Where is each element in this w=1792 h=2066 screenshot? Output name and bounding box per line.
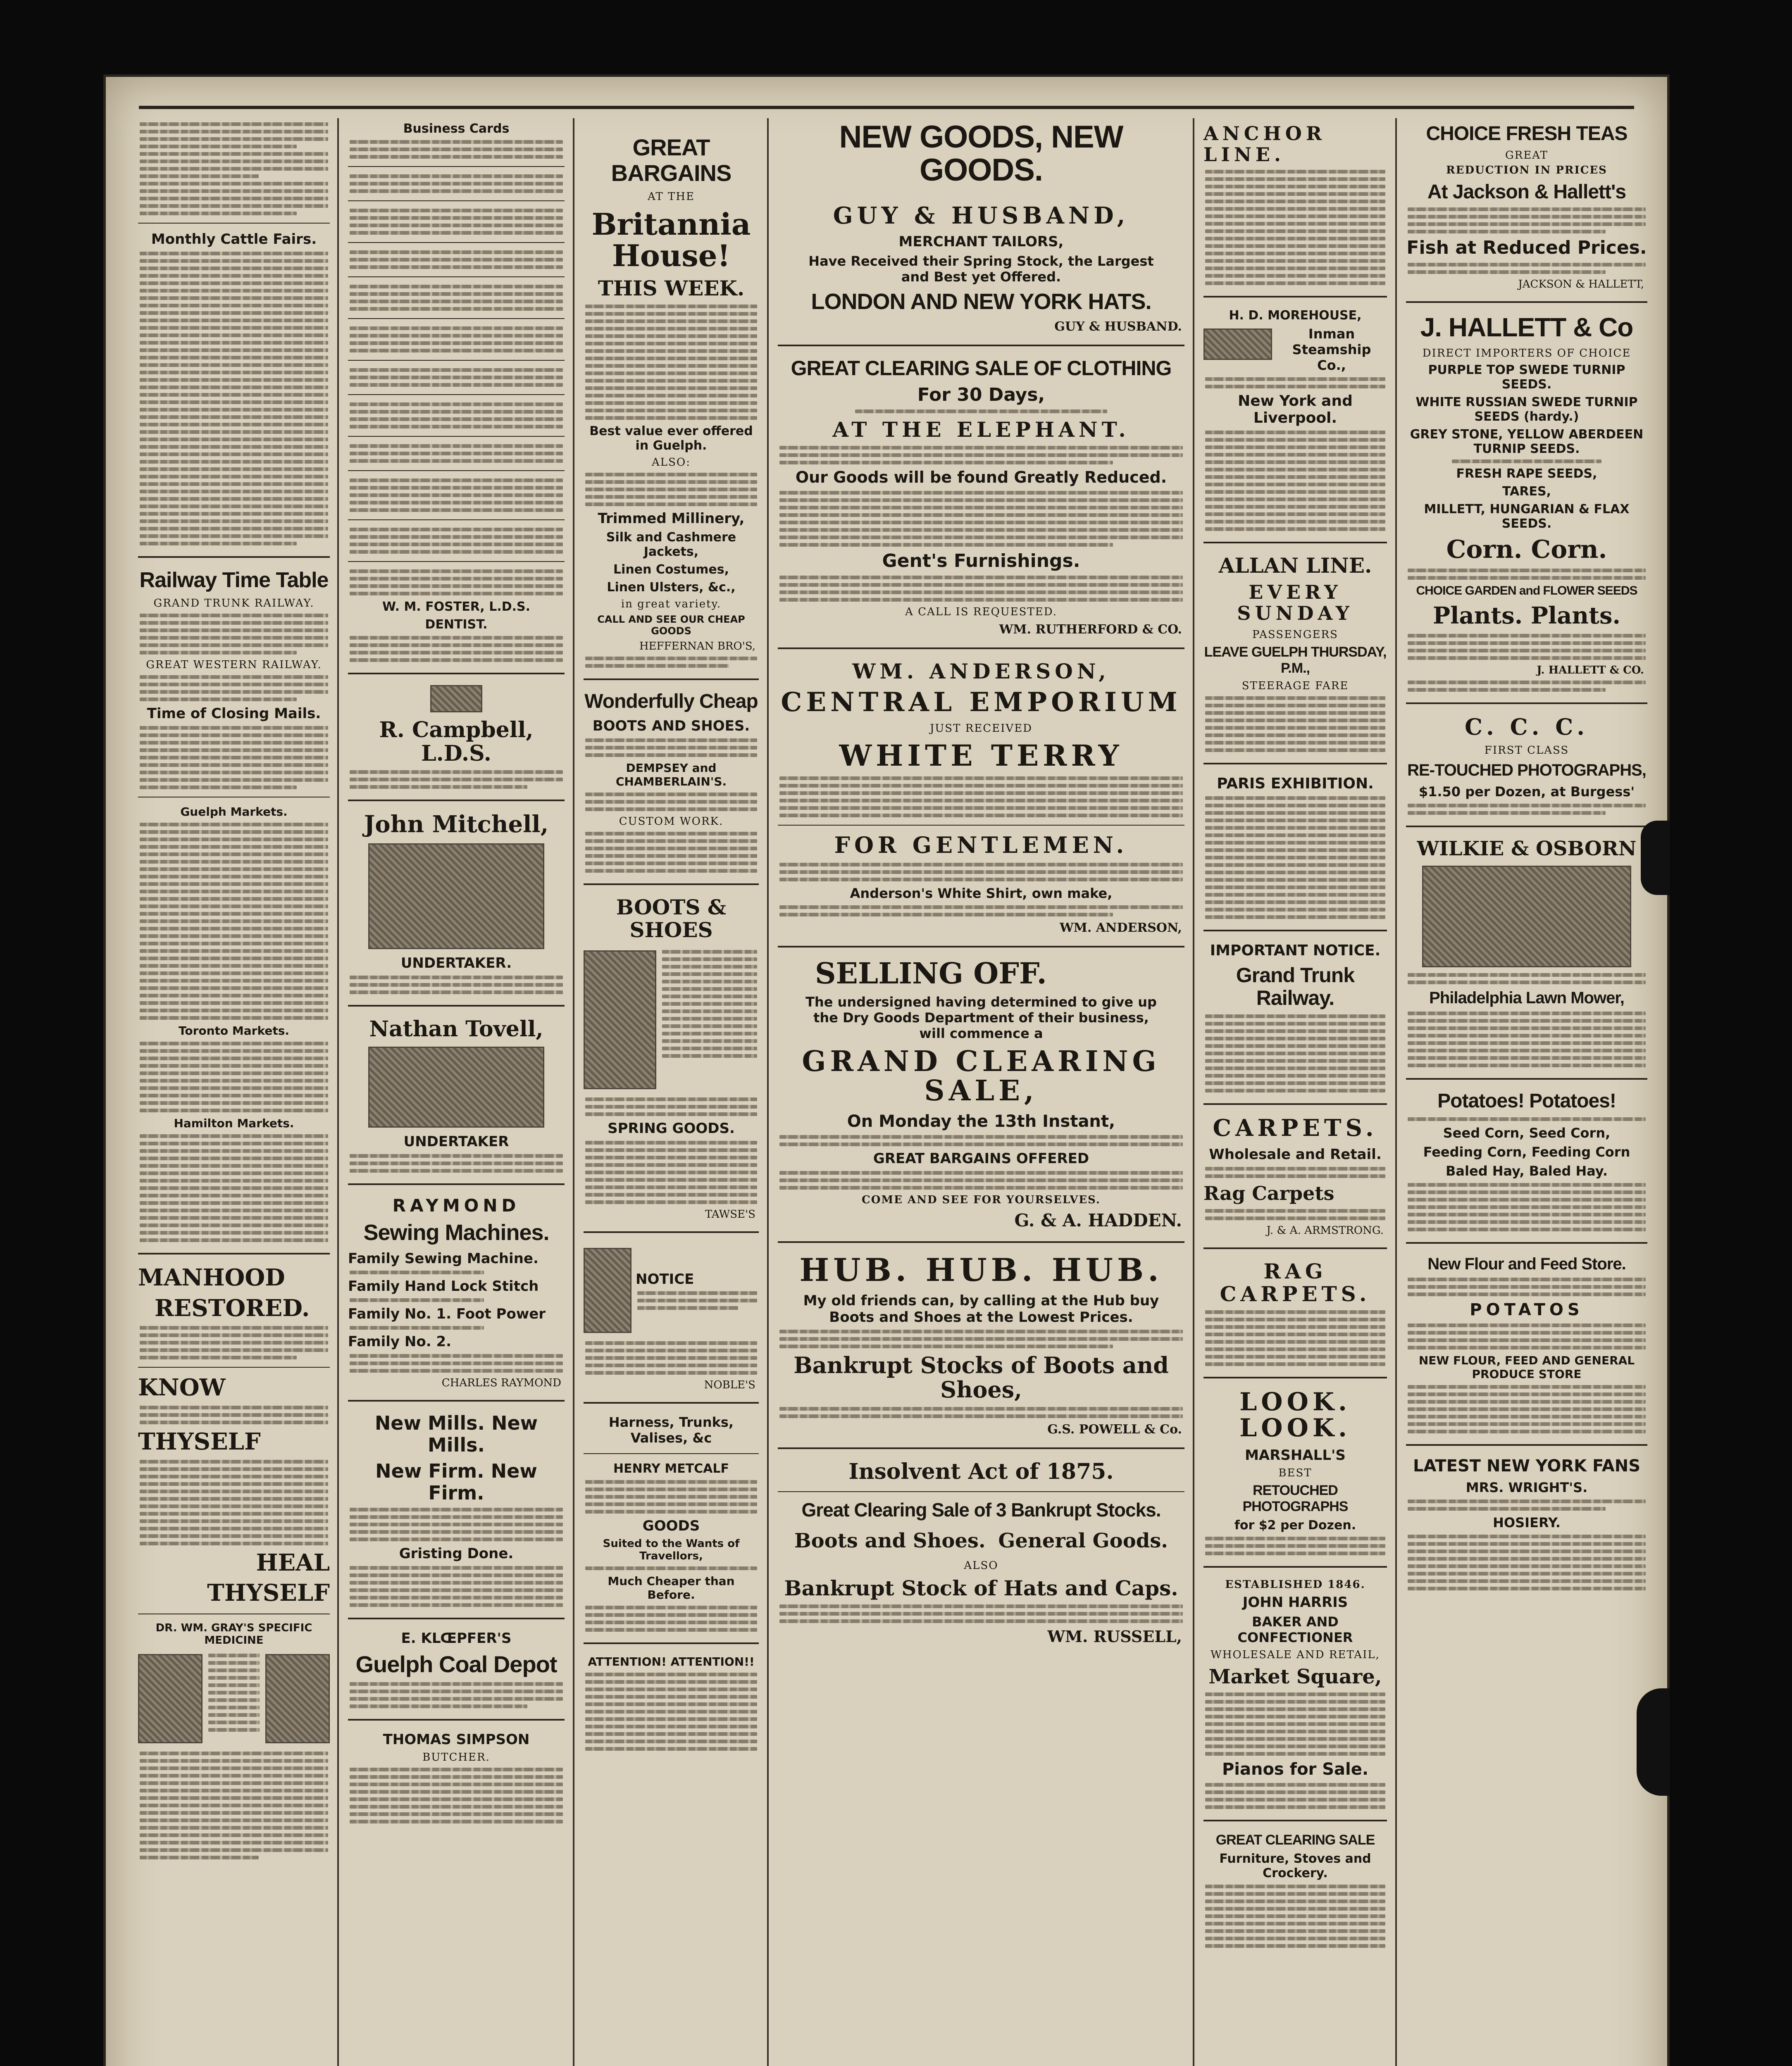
- great-label: GREAT: [1505, 149, 1549, 162]
- ccc-heading: C. C. C.: [1464, 713, 1589, 740]
- potatoes-heading: Potatoes! Potatoes!: [1437, 1090, 1616, 1112]
- retouched-photos: RETOUCHED PHOTOGRAPHS: [1242, 1482, 1348, 1514]
- seed-corn: Seed Corn, Seed Corn,: [1443, 1125, 1611, 1141]
- hallett-co-heading: J. HALLETT & Co: [1420, 312, 1633, 342]
- hand-lock: Family Hand Lock Stitch: [348, 1278, 539, 1295]
- first-class: FIRST CLASS: [1484, 744, 1569, 757]
- hats-heading: LONDON AND NEW YORK HATS.: [811, 289, 1151, 314]
- tares: TARES,: [1502, 484, 1551, 499]
- steerage-fare: STEERAGE FARE: [1242, 680, 1349, 693]
- lawn-mower-illustration: [1422, 866, 1631, 967]
- at-the: AT THE: [648, 190, 695, 203]
- metcalf-heading: HENRY METCALF: [613, 1461, 729, 1476]
- burgess-price: $1.50 per Dozen, at Burgess': [1418, 784, 1635, 800]
- restored-heading: RESTORED.: [155, 1294, 310, 1322]
- guelph-markets-heading: Guelph Markets.: [180, 805, 288, 819]
- morehouse-name: H. D. MOREHOUSE,: [1229, 308, 1362, 323]
- feeding-corn: Feeding Corn, Feeding Corn: [1423, 1144, 1630, 1160]
- silk-jackets: Silk and Cashmere Jackets,: [606, 530, 736, 559]
- anderson-name: WM. ANDERSON,: [852, 659, 1110, 684]
- raymond-heading: RAYMOND: [392, 1195, 520, 1216]
- pianos-for-sale: Pianos for Sale.: [1222, 1760, 1369, 1779]
- come-and-see: COME AND SEE FOR YOURSELVES.: [862, 1193, 1101, 1206]
- anderson-sig: WM. ANDERSON,: [1059, 920, 1182, 935]
- harness-heading: Harness, Trunks, Valises, &c: [608, 1414, 734, 1446]
- for-gentlemen: FOR GENTLEMEN.: [834, 832, 1128, 859]
- gristing: Gristing Done.: [399, 1545, 514, 1562]
- two-per-dozen: for $2 per Dozen.: [1234, 1518, 1356, 1533]
- trimmed-millinery: Trimmed Millinery,: [598, 510, 745, 527]
- paris-exhibition: PARIS EXHIBITION.: [1217, 775, 1374, 793]
- fish-reduced: Fish at Reduced Prices.: [1406, 237, 1647, 259]
- torn-edge: [1637, 1688, 1670, 1796]
- established-1846: ESTABLISHED 1846.: [1225, 1578, 1365, 1591]
- hosiery: HOSIERY.: [1493, 1514, 1561, 1530]
- anchor-line: ANCHOR LINE.: [1203, 122, 1326, 166]
- millett: MILLETT, HUNGARIAN & FLAX SEEDS.: [1424, 502, 1630, 531]
- undertaker-label: UNDERTAKER.: [400, 954, 512, 971]
- new-mills: New Mills. New Mills.: [374, 1411, 538, 1456]
- heal-heading: HEAL: [256, 1549, 330, 1576]
- clothing-sale-heading: GREAT CLEARING SALE OF CLOTHING: [791, 356, 1172, 380]
- central-emporium: CENTRAL EMPORIUM: [781, 687, 1182, 718]
- best-value: Best value ever offered in Guelph.: [589, 424, 753, 453]
- hub-heading: HUB. HUB. HUB.: [799, 1251, 1163, 1288]
- undertaker-label-2: UNDERTAKER: [403, 1133, 509, 1150]
- know-heading: KNOW: [138, 1374, 226, 1402]
- baker-confectioner: BAKER AND CONFECTIONER: [1237, 1614, 1353, 1645]
- business-cards-heading: Business Cards: [403, 121, 510, 136]
- wholesale-retail: Wholesale and Retail.: [1209, 1146, 1382, 1163]
- insolvent-act: Insolvent Act of 1875.: [848, 1459, 1114, 1485]
- notice-heading: NOTICE: [636, 1271, 694, 1288]
- boots-shoes-sub: BOOTS AND SHOES.: [592, 718, 750, 735]
- allan-line: ALLAN LINE.: [1218, 553, 1372, 578]
- wonderfully-cheap: Wonderfully Cheap: [584, 690, 758, 713]
- column-divider: [337, 118, 339, 2066]
- old-friends: My old friends can, by calling at the Hub buy Boots and Shoes at the Lowest Prices.: [803, 1292, 1159, 1326]
- hallett-sig: J. HALLETT & CO.: [1537, 664, 1644, 676]
- elephant-heading: AT THE ELEPHANT.: [832, 417, 1130, 442]
- foot-power: Family No. 1. Foot Power: [348, 1305, 546, 1322]
- for-30-days: For 30 Days,: [917, 384, 1045, 405]
- flour-feed-store: New Flour and Feed Store.: [1427, 1254, 1626, 1273]
- torn-edge: [1641, 821, 1670, 895]
- passengers-label: PASSENGERS: [1252, 628, 1338, 641]
- sewing-machines-heading: Sewing Machines.: [363, 1220, 549, 1245]
- suited-wants: Suited to the Wants of Travellors,: [603, 1538, 740, 1563]
- grand-clearing-sale: GRAND CLEARING SALE,: [802, 1045, 1161, 1108]
- mails-heading: Time of Closing Mails.: [147, 705, 321, 722]
- also-label: ALSO:: [652, 456, 691, 469]
- carpets-heading: CARPETS.: [1213, 1114, 1378, 1142]
- top-rule: [139, 106, 1634, 109]
- three-bankrupt-stocks: Great Clearing Sale of 3 Bankrupt Stocks.: [801, 1499, 1161, 1521]
- much-cheaper: Much Cheaper than Before.: [608, 1574, 735, 1602]
- guy-husband-heading: GUY & HUSBAND,: [833, 202, 1130, 229]
- fresh-rape: FRESH RAPE SEEDS,: [1456, 467, 1597, 481]
- every-sunday: EVERY SUNDAY: [1237, 581, 1354, 624]
- just-received: JUST RECEIVED: [929, 722, 1033, 735]
- new-goods-heading: NEW GOODS, NEW GOODS.: [839, 119, 1123, 188]
- russell-sig: WM. RUSSELL,: [1047, 1627, 1182, 1646]
- coal-depot-heading: Guelph Coal Depot: [355, 1651, 557, 1678]
- column-3: [576, 118, 766, 2066]
- great-clearing-sale-2: GREAT CLEARING SALE: [1215, 1832, 1375, 1848]
- bankrupt-boots: Bankrupt Stocks of Boots and Shoes,: [794, 1352, 1169, 1403]
- newspaper-page: [103, 74, 1670, 2066]
- cattle-fairs-heading: Monthly Cattle Fairs.: [151, 231, 317, 248]
- garden-seeds: CHOICE GARDEN and FLOWER SEEDS: [1416, 584, 1637, 598]
- toronto-markets-heading: Toronto Markets.: [178, 1024, 290, 1038]
- kloepfer-name: E. KLŒPFER'S: [401, 1630, 512, 1647]
- look-look: LOOK. LOOK.: [1239, 1387, 1351, 1442]
- hearse-illustration: [368, 843, 544, 949]
- inman-steamship: Inman Steamship Co.,: [1292, 326, 1371, 374]
- dentist-label: DENTIST.: [425, 617, 488, 632]
- railway-heading: Railway Time Table: [139, 568, 329, 592]
- market-square: Market Square,: [1208, 1665, 1382, 1688]
- linen-costumes: Linen Costumes,: [613, 562, 729, 577]
- simpson-name: THOMAS SIMPSON: [383, 1731, 530, 1748]
- greatly-reduced: Our Goods will be found Greatly Reduced.: [795, 468, 1167, 487]
- column-2: [341, 118, 572, 2066]
- raymond-signature: CHARLES RAYMOND: [441, 1376, 561, 1389]
- powell-sig: G.S. POWELL & Co.: [1047, 1422, 1182, 1437]
- campbell-name: R. Campbell, L.D.S.: [379, 717, 534, 766]
- column-4: [770, 118, 1192, 2066]
- choice-teas: CHOICE FRESH TEAS: [1426, 123, 1628, 145]
- goods-heading: GOODS: [642, 1518, 700, 1535]
- column-divider: [1395, 118, 1397, 2066]
- linen-ulsters: Linen Ulsters, &c.,: [607, 580, 736, 595]
- also-divider: ALSO: [964, 1559, 998, 1572]
- grand-trunk-heading: Grand Trunk Railway.: [1236, 964, 1355, 1010]
- armstrong-sig: J. & A. ARMSTRONG.: [1266, 1224, 1384, 1237]
- man-portrait-illustration: [265, 1654, 330, 1743]
- furniture-stoves: Furniture, Stoves and Crockery.: [1219, 1852, 1371, 1881]
- boots-and-shoes: Boots and Shoes.: [794, 1529, 986, 1553]
- britannia-heading: Britannia House!: [591, 207, 751, 273]
- philadelphia-mower: Philadelphia Lawn Mower,: [1429, 989, 1624, 1007]
- gray-medicine-heading: DR. WM. GRAY'S SPECIFIC MEDICINE: [155, 1621, 312, 1647]
- purple-top: PURPLE TOP SWEDE TURNIP SEEDS.: [1428, 363, 1625, 392]
- family-no2: Family No. 2.: [348, 1333, 452, 1350]
- call-and-see: CALL AND SEE OUR CHEAP GOODS: [597, 614, 745, 637]
- tooth-icon: [430, 685, 482, 712]
- mitchell-name: John Mitchell,: [364, 811, 549, 838]
- family-sewing: Family Sewing Machine.: [348, 1250, 539, 1267]
- jh-sig: JACKSON & HALLETT,: [1518, 278, 1644, 290]
- rutherford-sig: WM. RUTHERFORD & CO.: [999, 622, 1182, 637]
- direct-importers: DIRECT IMPORTERS OF CHOICE: [1422, 347, 1631, 360]
- undersigned-line: The undersigned having determined to give up the Dry Goods Department of their business, will commence a: [805, 994, 1157, 1042]
- general-produce-store: NEW FLOUR, FEED AND GENERAL PRODUCE STORE: [1418, 1353, 1635, 1381]
- column-divider: [767, 118, 769, 2066]
- attention-heading: ATTENTION! ATTENTION!!: [588, 1655, 755, 1669]
- gents-furnishings: Gent's Furnishings.: [882, 550, 1080, 571]
- great-variety: in great variety.: [621, 598, 722, 611]
- dempsey-chamberlain: DEMPSEY and CHAMBERLAIN'S.: [615, 761, 727, 789]
- potatos-heading: POTATOS: [1470, 1300, 1584, 1319]
- heffernan-sig: HEFFERNAN BRO'S,: [639, 640, 755, 653]
- ny-liverpool: New York and Liverpool.: [1238, 393, 1353, 427]
- rag-carpets-heading: RAG CARPETS.: [1220, 1259, 1371, 1306]
- custom-work: CUSTOM WORK.: [619, 815, 724, 828]
- john-harris: JOHN HARRIS: [1242, 1594, 1348, 1611]
- important-notice: IMPORTANT NOTICE.: [1210, 942, 1381, 959]
- grey-stone: GREY STONE, YELLOW ABERDEEN TURNIP SEEDS.: [1410, 427, 1644, 457]
- call-requested: A CALL IS REQUESTED.: [905, 606, 1057, 619]
- guy-husband-sig: GUY & HUSBAND.: [1054, 319, 1182, 334]
- reduction-in-prices: REDUCTION IN PRICES: [1446, 164, 1607, 177]
- plants-plants: Plants. Plants.: [1432, 602, 1621, 630]
- white-shirt: Anderson's White Shirt, own make,: [850, 885, 1113, 901]
- steamship-illustration: [1203, 328, 1272, 360]
- boots-shoes-heading: BOOTS & SHOES: [616, 895, 727, 943]
- monday-13th: On Monday the 13th Instant,: [847, 1112, 1115, 1131]
- column-divider: [573, 118, 574, 2066]
- hadden-sig: G. & A. HADDEN.: [1014, 1210, 1182, 1231]
- manhood-heading: MANHOOD: [138, 1264, 285, 1292]
- thyself-heading: THYSELF: [138, 1428, 261, 1455]
- hamilton-markets-heading: Hamilton Markets.: [174, 1116, 294, 1131]
- leave-guelph: LEAVE GUELPH THURSDAY, P.M.,: [1204, 644, 1387, 676]
- bargains-offered: GREAT BARGAINS OFFERED: [873, 1150, 1089, 1167]
- tawse-sig: TAWSE'S: [705, 1208, 755, 1221]
- corn-corn: Corn. Corn.: [1446, 535, 1607, 564]
- boot-illustration: [584, 1248, 631, 1333]
- column-6: [1399, 118, 1655, 2066]
- foster-name: W. M. FOSTER, L.D.S.: [382, 600, 531, 614]
- heal-thyself-heading: THYSELF: [207, 1579, 330, 1607]
- hats-and-caps: Bankrupt Stock of Hats and Caps.: [784, 1576, 1178, 1600]
- merchant-tailors: MERCHANT TAILORS,: [898, 233, 1064, 250]
- boy-figure-illustration: [584, 950, 656, 1089]
- mrs-wright: MRS. WRIGHT'S.: [1466, 1479, 1588, 1495]
- wilkie-osborn: WILKIE & OSBORN: [1417, 837, 1637, 861]
- grand-trunk-sub: GRAND TRUNK RAILWAY.: [153, 597, 315, 610]
- retouched-photographs: RE-TOUCHED PHOTOGRAPHS,: [1407, 761, 1646, 780]
- man-portrait-illustration: [138, 1654, 203, 1743]
- spring-goods: SPRING GOODS.: [608, 1120, 735, 1137]
- column-1: [131, 118, 337, 2066]
- best-label: BEST: [1278, 1466, 1312, 1479]
- great-western-sub: GREAT WESTERN RAILWAY.: [146, 659, 322, 671]
- column-5: [1196, 118, 1394, 2066]
- marshalls: MARSHALL'S: [1245, 1447, 1346, 1464]
- noble-sig: NOBLE'S: [704, 1379, 755, 1392]
- white-terry: WHITE TERRY: [839, 738, 1123, 773]
- selling-off: SELLING OFF.: [815, 956, 1047, 990]
- white-russian: WHITE RUSSIAN SWEDE TURNIP SEEDS (hardy.): [1415, 395, 1638, 424]
- latest-fans: LATEST NEW YORK FANS: [1413, 1456, 1641, 1476]
- new-firm: New Firm. New Firm.: [375, 1459, 537, 1504]
- tovell-name: Nathan Tovell,: [369, 1016, 543, 1042]
- wholesale-and-retail: WHOLESALE AND RETAIL,: [1211, 1648, 1380, 1661]
- jackson-hallett: At Jackson & Hallett's: [1427, 181, 1626, 203]
- column-divider: [1193, 118, 1194, 2066]
- rag-carpets: Rag Carpets: [1203, 1182, 1334, 1204]
- baled-hay: Baled Hay, Baled Hay.: [1446, 1163, 1608, 1179]
- great-bargains-heading: GREAT BARGAINS: [611, 134, 732, 186]
- carriage-illustration: [368, 1047, 544, 1128]
- butcher-label: BUTCHER.: [422, 1751, 490, 1764]
- received-line: Have Received their Spring Stock, the Largest and Best yet Offered.: [808, 253, 1154, 285]
- this-week: THIS WEEK.: [598, 276, 745, 301]
- general-goods: General Goods.: [998, 1529, 1168, 1553]
